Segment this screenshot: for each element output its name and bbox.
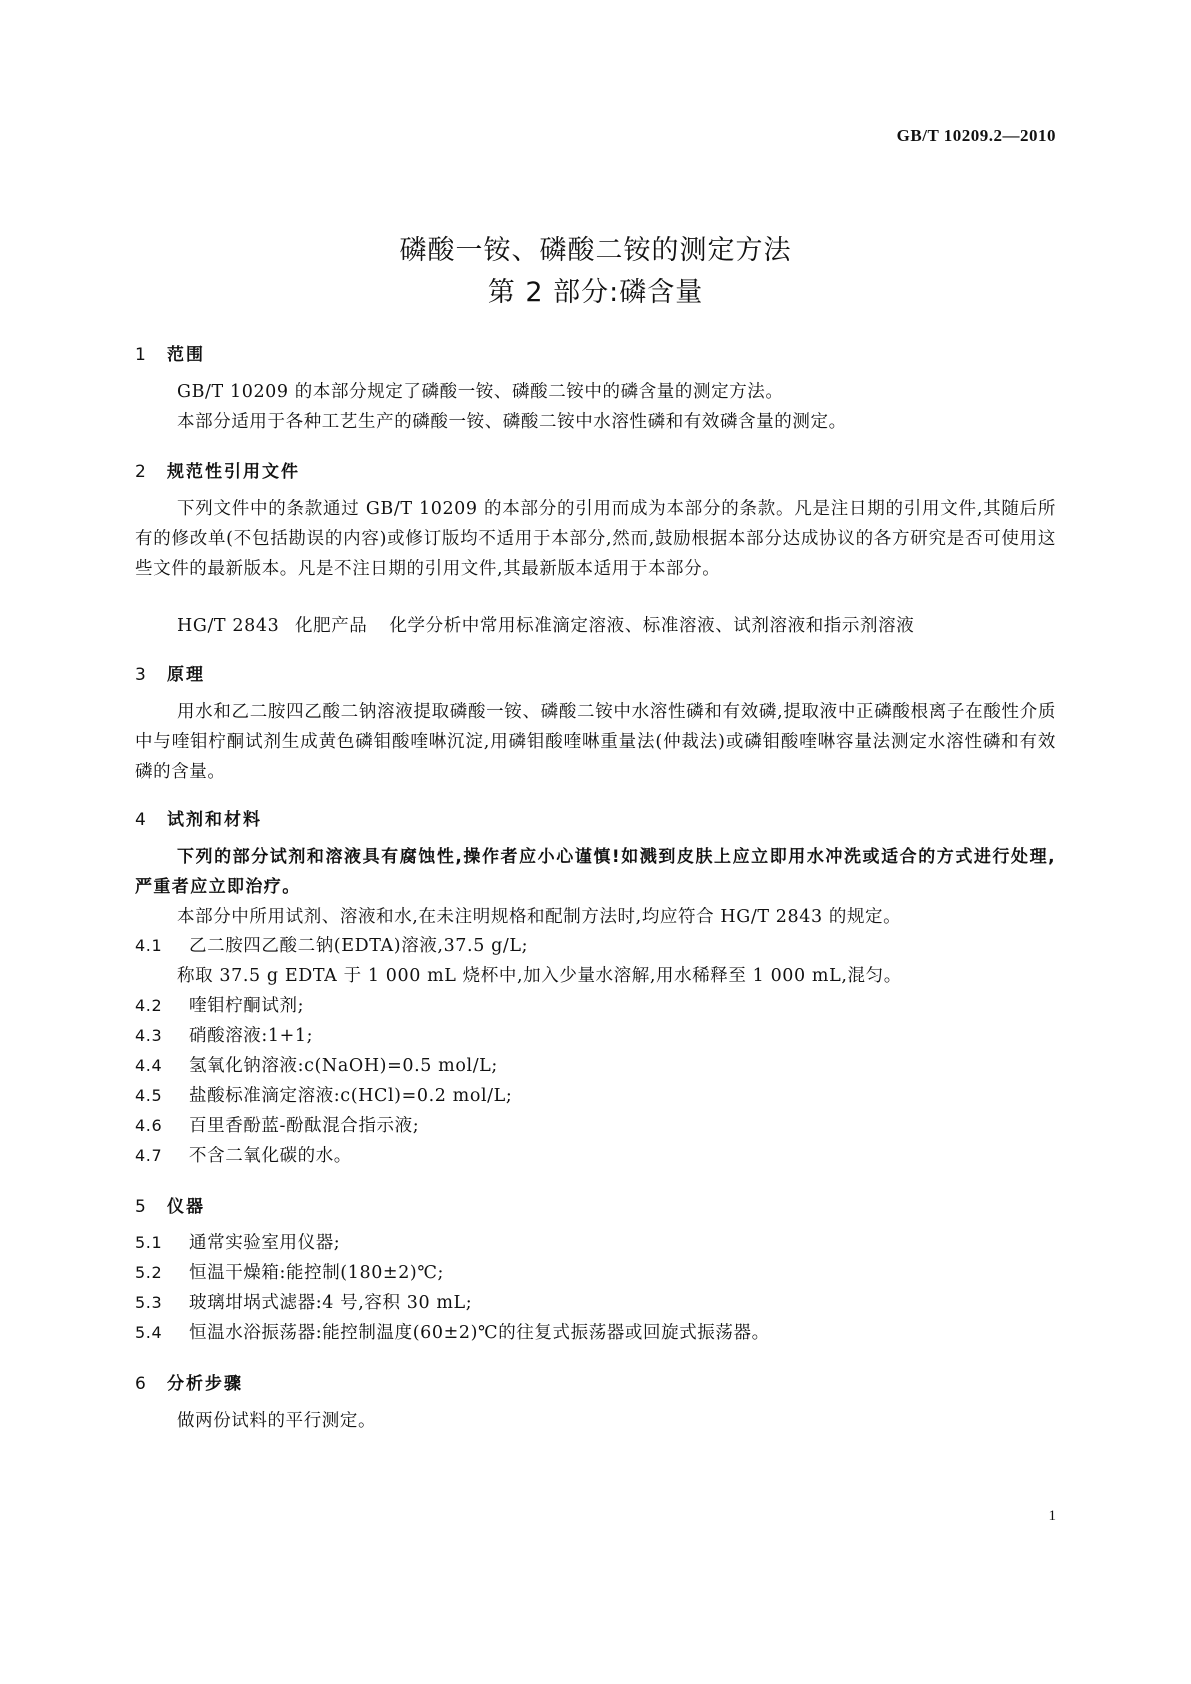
section-heading-principle (135, 660, 205, 685)
list-item (135, 1052, 498, 1077)
page-number: 1 (1048, 1508, 1056, 1524)
item-text: 百里香酚蓝-酚酞混合指示液; (189, 1116, 420, 1136)
paragraph: 本部分适用于各种工艺生产的磷酸一铵、磷酸二铵中水溶性磷和有效磷含量的测定。 (177, 412, 847, 432)
item-text: 恒温水浴振荡器:能控制温度(60±2)℃的往复式振荡器或回旋式振荡器。 (189, 1323, 770, 1343)
item-number: 4.2 (135, 996, 163, 1015)
section-number: 6 (135, 1374, 146, 1394)
document-subtitle: 第 2 部分:磷含量 (487, 277, 704, 308)
list-item (135, 1289, 472, 1314)
section-heading-reagents (135, 805, 262, 830)
paragraph: GB/T 10209 的本部分规定了磷酸一铵、磷酸二铵中的磷含量的测定方法。 (177, 382, 784, 402)
section-title: 试剂和材料 (167, 810, 262, 830)
section-number: 3 (135, 665, 146, 685)
list-item (135, 1142, 352, 1167)
section-heading-references (135, 457, 300, 482)
item-number: 4.1 (135, 936, 163, 955)
paragraph: 本部分中所用试剂、溶液和水,在未注明规格和配制方法时,均应符合 HG/T 2843 的规定。 (177, 907, 902, 927)
list-item (135, 1082, 512, 1107)
item-text: 盐酸标准滴定溶液:c(HCl)=0.2 mol/L; (189, 1086, 513, 1106)
reference-code: HG/T 2843 (177, 616, 280, 636)
safety-warning: 下列的部分试剂和溶液具有腐蚀性,操作者应小心谨慎!如溅到皮肤上应立即用水冲洗或适合的方式进行处理,严重者应立即治疗。 (135, 847, 1056, 897)
paragraph: 做两份试料的平行测定。 (177, 1411, 377, 1431)
normative-reference (177, 612, 914, 637)
standard-number: GB/T 10209.2—2010 (896, 126, 1056, 145)
paragraph: 用水和乙二胺四乙酸二钠溶液提取磷酸一铵、磷酸二铵中水溶性磷和有效磷,提取液中正磷酸根离子在酸性介质中与喹钼柠酮试剂生成黄色磷钼酸喹啉沉淀,用磷钼酸喹啉重量法(仲裁法)或磷钼酸喹啉容量法测定水溶性磷和有效磷的含量。 (135, 702, 1056, 782)
item-text: 硝酸溶液:1+1; (189, 1026, 314, 1046)
item-number: 5.2 (135, 1263, 163, 1282)
list-item (135, 1022, 313, 1047)
item-number: 4.6 (135, 1116, 163, 1135)
item-text: 玻璃坩埚式滤器:4 号,容积 30 mL; (189, 1293, 473, 1313)
section-number: 1 (135, 345, 146, 365)
item-text: 通常实验室用仪器; (189, 1233, 341, 1253)
reference-title-part: 化肥产品 (295, 616, 368, 636)
item-number: 5.3 (135, 1293, 163, 1312)
section-title: 范围 (167, 345, 205, 365)
item-number: 5.4 (135, 1323, 163, 1342)
list-item (135, 1259, 444, 1284)
list-item (135, 1112, 419, 1137)
item-number: 4.5 (135, 1086, 163, 1105)
section-number: 4 (135, 810, 146, 830)
item-text: 喹钼柠酮试剂; (189, 996, 305, 1016)
section-heading-scope (135, 340, 205, 365)
section-number: 2 (135, 462, 146, 482)
item-number: 4.7 (135, 1146, 163, 1165)
list-item (135, 992, 304, 1017)
list-item (135, 1319, 770, 1344)
item-text: 氢氧化钠溶液:c(NaOH)=0.5 mol/L; (189, 1056, 498, 1076)
item-text: 恒温干燥箱:能控制(180±2)℃; (189, 1263, 445, 1283)
section-title: 规范性引用文件 (167, 462, 300, 482)
paragraph: 下列文件中的条款通过 GB/T 10209 的本部分的引用而成为本部分的条款。凡是注日期的引用文件,其随后所有的修改单(不包括勘误的内容)或修订版均不适用于本部分,然而,鼓励根据本部分达成协议的各方研究是否可使用这些文件的最新版本。凡是不注日期的引用文件,其最新版本适用于本部分。 (135, 499, 1056, 579)
document-title: 磷酸一铵、磷酸二铵的测定方法 (399, 235, 792, 266)
item-text: 不含二氧化碳的水。 (189, 1146, 352, 1166)
section-heading-procedure (135, 1369, 243, 1394)
item-number: 4.4 (135, 1056, 163, 1075)
section-title: 原理 (167, 665, 205, 685)
reference-title-part: 化学分析中常用标准滴定溶液、标准溶液、试剂溶液和指示剂溶液 (389, 616, 915, 636)
list-item (135, 1229, 340, 1254)
section-number: 5 (135, 1197, 146, 1217)
item-detail: 称取 37.5 g EDTA 于 1 000 mL 烧杯中,加入少量水溶解,用水稀释至 1 000 mL,混匀。 (177, 966, 902, 986)
item-number: 5.1 (135, 1233, 163, 1252)
list-item (135, 932, 528, 957)
section-title: 仪器 (167, 1197, 205, 1217)
section-title: 分析步骤 (167, 1374, 243, 1394)
item-text: 乙二胺四乙酸二钠(EDTA)溶液,37.5 g/L; (189, 936, 529, 956)
section-heading-apparatus (135, 1192, 205, 1217)
item-number: 4.3 (135, 1026, 163, 1045)
